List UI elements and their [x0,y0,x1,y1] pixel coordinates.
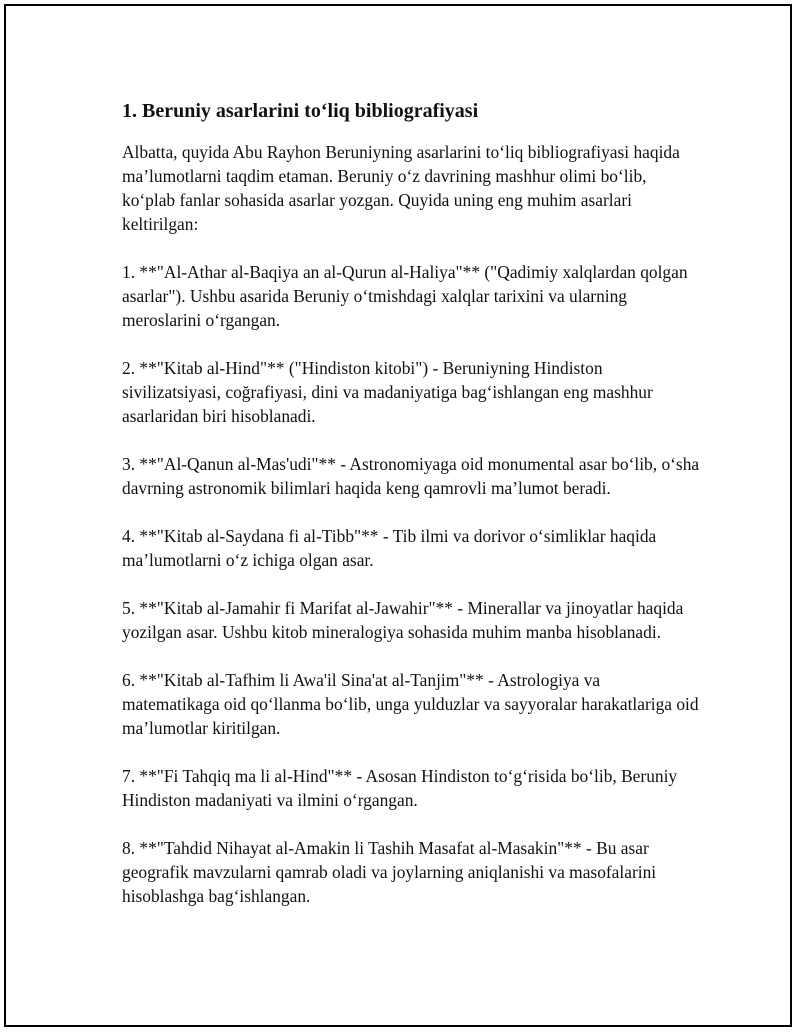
document-body [122,98,702,932]
bibliography-item-3: 3. **"Al-Qanun al-Mas'udi"** - Astronomiyaga oid monumental asar bo‘lib, o‘sha davrning astronomik bilimlari haqida keng qamrovli ma’lumot beradi. [122,454,700,498]
document-title: 1. Beruniy asarlarini to‘liq bibliografiyasi [122,100,479,122]
intro-paragraph: Albatta, quyida Abu Rayhon Beruniyning asarlarini to‘liq bibliografiyasi haqida ma’lumotlarni taqdim etaman. Beruniy o‘z davrining mashhur olimi bo‘lib, ko‘plab fanlar sohasida asarlar yozgan. Quyida uning eng muhim asarlari keltirilgan: [122,142,680,234]
bibliography-item-2: 2. **"Kitab al-Hind"** ("Hindiston kitobi") - Beruniyning Hindiston sivilizatsiyasi, coğrafiyasi, dini va madaniyatiga bag‘ishlangan eng mashhur asarlaridan biri hisoblanadi. [122,358,653,426]
bibliography-item-6: 6. **"Kitab al-Tafhim li Awa'il Sina'at al-Tanjim"** - Astrologiya va matematikaga oid qo‘llanma bo‘lib, unga yulduzlar va sayyoralar harakatlariga oid ma’lumotlar kiritilgan. [122,670,699,738]
bibliography-item-1: 1. **"Al-Athar al-Baqiya an al-Qurun al-Haliya"** ("Qadimiy xalqlardan qolgan asarlar"). Ushbu asarida Beruniy o‘tmishdagi xalqlar tarixini va ularning meroslarini o‘rgangan. [122,262,688,330]
bibliography-item-8: 8. **"Tahdid Nihayat al-Amakin li Tashih Masafat al-Masakin"** - Bu asar geografik mavzularni qamrab oladi va joylarning aniqlanishi va masofalarini hisoblashga bag‘ishlangan. [122,838,657,906]
bibliography-item-4: 4. **"Kitab al-Saydana fi al-Tibb"** - Tib ilmi va dorivor o‘simliklar haqida ma’lumotlarni o‘z ichiga olgan asar. [122,526,657,570]
bibliography-item-7: 7. **"Fi Tahqiq ma li al-Hind"** - Asosan Hindiston to‘g‘risida bo‘lib, Beruniy Hindiston madaniyati va ilmini o‘rgangan. [122,766,678,810]
page-frame [4,4,792,1027]
bibliography-item-5: 5. **"Kitab al-Jamahir fi Marifat al-Jawahir"** - Minerallar va jinoyatlar haqida yozilgan asar. Ushbu kitob mineralogiya sohasida muhim manba hisoblanadi. [122,598,684,642]
